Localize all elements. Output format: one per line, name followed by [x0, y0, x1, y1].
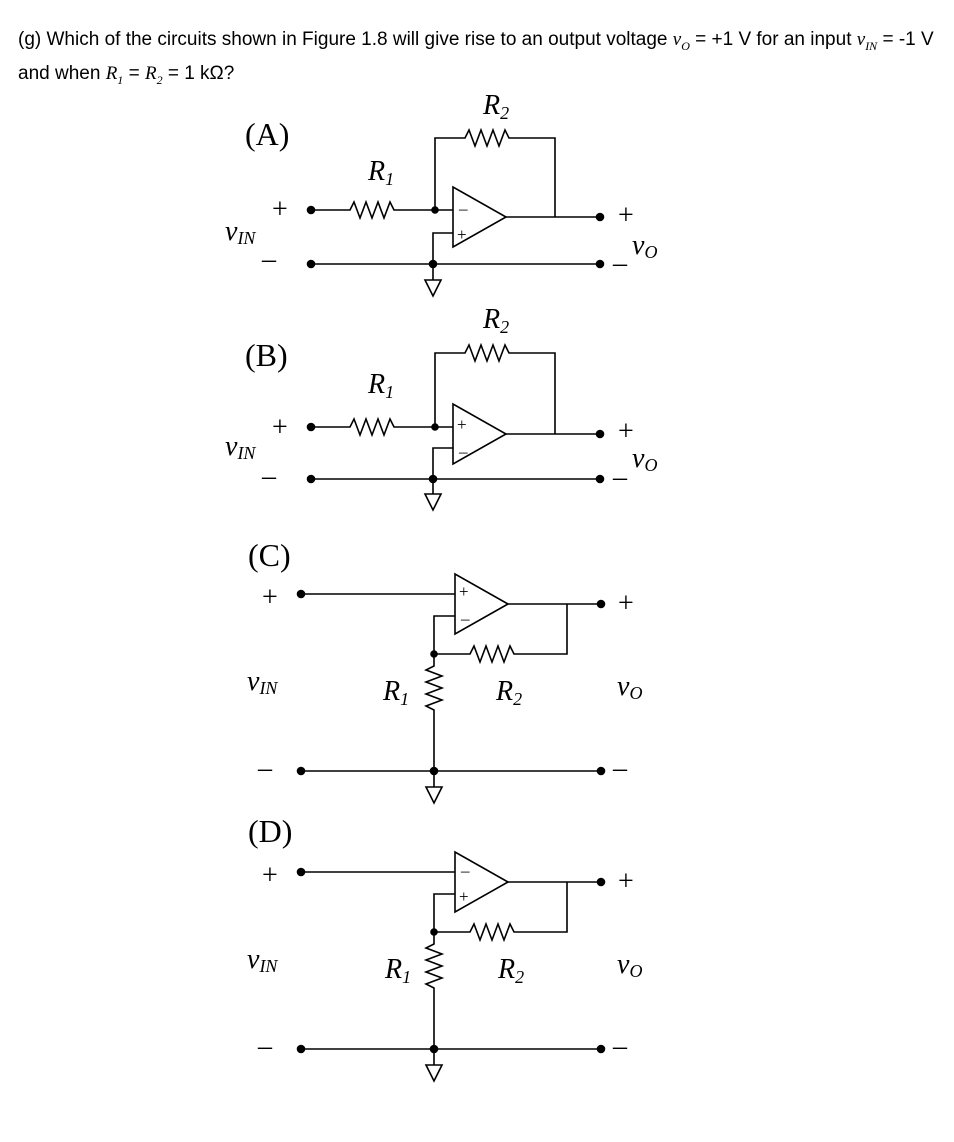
circuit-a-opamp-bottom-sign: + — [457, 225, 467, 244]
circuit-b-bottom-lead — [433, 448, 453, 479]
question-part-3: = 1 kΩ? — [162, 62, 235, 84]
circuit-b — [225, 304, 657, 510]
circuit-b-vin-label: vIN — [225, 431, 256, 463]
circuit-b-ground-icon — [425, 479, 441, 510]
circuit-d-vin-minus: – — [258, 1031, 272, 1062]
circuit-a-vin-minus: – — [262, 244, 276, 275]
circuit-c-label: (C) — [248, 537, 291, 573]
r1-symbol: R — [105, 62, 118, 84]
circuit-b-vin-minus: – — [262, 461, 276, 492]
circuit-d-opamp-bottom-sign: + — [459, 887, 469, 906]
circuit-d-vo-plus-terminal — [598, 879, 605, 886]
circuit-d-opamp-top-sign: – — [461, 861, 470, 880]
circuit-c-inv-lead — [434, 616, 455, 654]
circuit-c-vo-plus: + — [618, 588, 634, 619]
circuit-b-opamp-bottom-sign: – — [459, 442, 468, 461]
circuit-b-vin-plus: + — [272, 412, 288, 443]
circuit-a-vo-label: vO — [632, 230, 658, 262]
question-part-2: = -1 V and when — [18, 29, 934, 84]
circuit-b-opamp-top-sign: + — [457, 415, 467, 434]
question-part-1: = +1 V for an input — [689, 29, 857, 50]
circuit-a-r1-label: R1 — [368, 156, 395, 189]
r2-symbol: R — [144, 62, 157, 84]
circuit-b-vo-minus-terminal — [597, 476, 604, 483]
circuit-b-vo-plus-terminal — [597, 431, 604, 438]
circuit-c-vo-minus: – — [613, 753, 627, 784]
circuit-c-r2-label: R2 — [496, 676, 523, 709]
circuit-d-label: (D) — [248, 813, 293, 849]
circuit-c-r2-feedback — [434, 604, 567, 662]
circuit-d-vo-plus: + — [618, 866, 634, 897]
circuit-b-r1-label: R1 — [368, 369, 395, 402]
vin-symbol: v — [856, 29, 866, 50]
circuit-c-vin-label: vIN — [247, 666, 278, 698]
circuit-c-vo-minus-terminal — [598, 768, 605, 775]
vo-subscript: O — [681, 38, 690, 53]
circuit-c-opamp-bottom-sign: – — [461, 609, 470, 628]
circuit-a-vo-minus-terminal — [597, 261, 604, 268]
circuit-b-vo-label: vO — [632, 443, 658, 475]
circuit-b-label: (B) — [245, 337, 288, 373]
circuit-c-vin-plus: + — [262, 582, 278, 613]
question-eq: = — [123, 62, 145, 84]
circuit-a-r2-label: R2 — [483, 90, 510, 123]
circuit-c-vo-plus-terminal — [598, 601, 605, 608]
circuit-b-vo-plus: + — [618, 416, 634, 447]
circuit-a-vo-plus: + — [618, 200, 634, 231]
circuit-d-vin-plus: + — [262, 860, 278, 891]
circuit-d-vo-minus: – — [613, 1031, 627, 1062]
circuit-c-ground-icon — [426, 771, 442, 803]
circuit-c-vo-label: vO — [617, 671, 643, 703]
vin-subscript: IN — [865, 38, 878, 53]
circuit-a-vin-plus: + — [272, 194, 288, 225]
circuit-b-r1-resistor — [311, 419, 435, 435]
circuit-a-r1-resistor — [311, 202, 435, 218]
circuit-d — [247, 813, 642, 1081]
circuit-d-vo-label: vO — [617, 949, 643, 981]
circuit-d-vo-minus-terminal — [598, 1046, 605, 1053]
circuit-a-ground-icon — [425, 264, 441, 296]
circuit-a — [225, 90, 657, 296]
circuit-d-vin-label: vIN — [247, 944, 278, 976]
circuit-a-noninv-lead — [433, 233, 453, 264]
circuit-c-opamp-top-sign: + — [459, 582, 469, 601]
circuit-a-vo-plus-terminal — [597, 214, 604, 221]
circuit-c-r1-label: R1 — [383, 676, 410, 709]
circuit-a-label: (A) — [245, 116, 290, 152]
circuit-d-r1-resistor — [426, 932, 442, 1049]
circuit-d-lower-lead — [434, 894, 455, 932]
circuit-a-vin-label: vIN — [225, 216, 256, 248]
question-prefix: (g) Which of the circuits shown in Figure 1.8 will give rise to an output voltage — [18, 29, 673, 50]
circuit-a-opamp-top-sign: – — [459, 199, 468, 218]
circuit-c-r1-resistor — [426, 654, 442, 771]
circuit-c-vin-minus: – — [258, 753, 272, 784]
circuit-d-r1-label: R1 — [385, 954, 412, 987]
circuit-d-r2-label: R2 — [498, 954, 525, 987]
circuit-d-r2-feedback — [434, 882, 567, 940]
circuit-d-ground-icon — [426, 1049, 442, 1081]
circuit-b-vo-minus: – — [613, 462, 627, 493]
circuit-c — [247, 537, 642, 803]
r2-subscript: 2 — [156, 72, 163, 87]
r1-subscript: 1 — [117, 72, 124, 87]
vo-symbol: v — [672, 29, 682, 50]
circuit-a-vo-minus: – — [613, 248, 627, 279]
circuit-b-r2-label: R2 — [483, 304, 510, 337]
